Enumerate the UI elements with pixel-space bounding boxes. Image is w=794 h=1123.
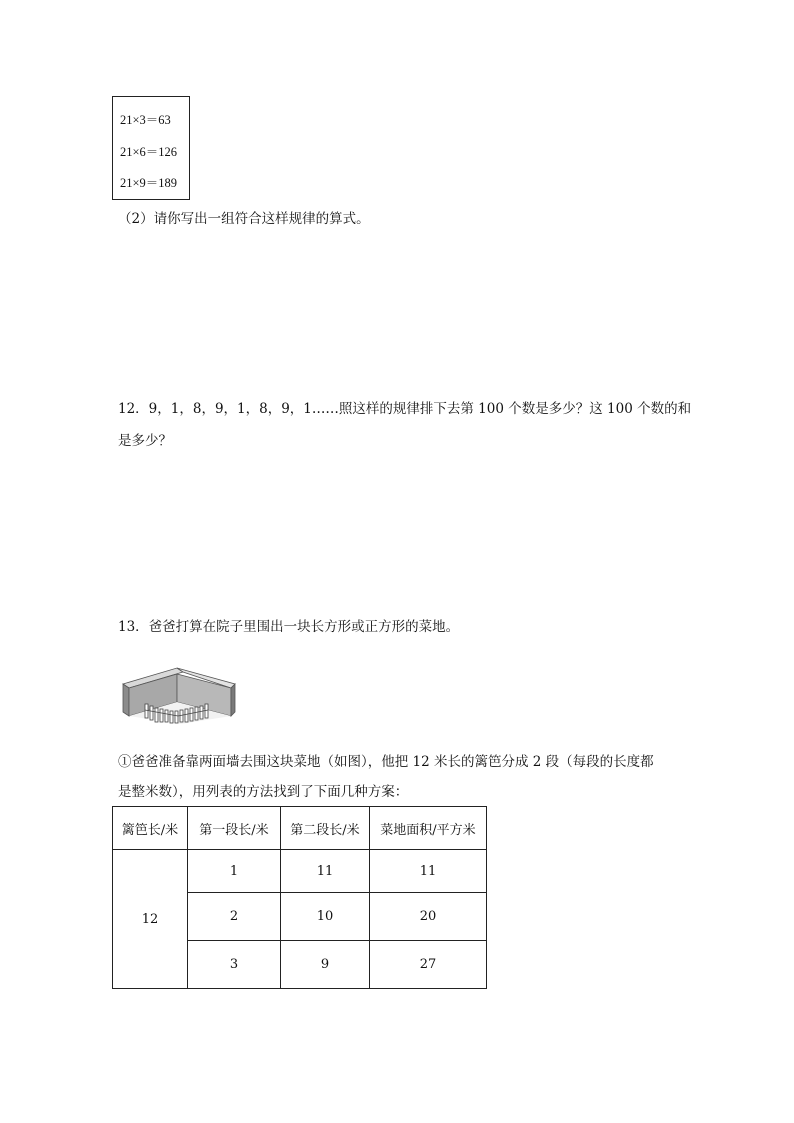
equation-2: 21×6＝126 (120, 145, 178, 159)
question-13-part-1-line-2: 是整米数），用列表的方法找到了下面几种方案： (118, 784, 409, 800)
question-11-part-2: （2）请你写出一组符合这样规律的算式。 (118, 211, 370, 227)
question-12-line-1: 12．9，1，8，9，1，8，9，1……照这样的规律排下去第 100 个数是多少？这 100 个数的和 (118, 401, 692, 417)
table-cell: 20 (370, 893, 487, 941)
fence-scheme-table (112, 806, 487, 989)
question-12-line-2: 是多少？ (118, 433, 172, 449)
table-cell: 11 (370, 850, 487, 893)
header-first-segment: 第一段长/米 (188, 807, 281, 850)
table-cell: 9 (281, 941, 370, 989)
table-cell: 2 (188, 893, 281, 941)
table-cell: 10 (281, 893, 370, 941)
equation-1: 21×3＝63 (120, 113, 171, 127)
equation-box (112, 96, 190, 200)
table-cell: 27 (370, 941, 487, 989)
question-13-part-1-line-1: ①爸爸准备靠两面墙去围这块菜地（如图），他把 12 米长的篱笆分成 2 段（每段的长度都 (118, 754, 654, 770)
header-fence-length: 篱笆长/米 (113, 807, 188, 850)
question-13-title: 13．爸爸打算在院子里围出一块长方形或正方形的菜地。 (118, 619, 460, 635)
fence-length-cell: 12 (113, 850, 188, 989)
wall-fence-illustration (121, 664, 237, 724)
table-row (113, 850, 487, 893)
header-area: 菜地面积/平方米 (370, 807, 487, 850)
equation-3: 21×9＝189 (120, 176, 178, 190)
table-cell: 1 (188, 850, 281, 893)
table-cell: 11 (281, 850, 370, 893)
table-header-row (113, 807, 487, 850)
header-second-segment: 第二段长/米 (281, 807, 370, 850)
table-cell: 3 (188, 941, 281, 989)
